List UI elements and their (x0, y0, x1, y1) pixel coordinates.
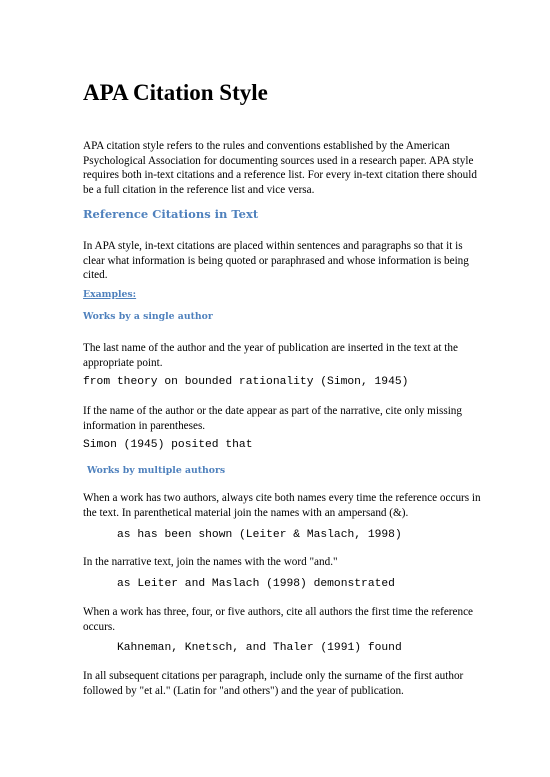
intro-paragraph: APA citation style refers to the rules and conventions established by the American Psychological Association for documenting sources used in a research paper. APA style requires both in-text citations and a reference list. For every in-text citation there should be a full citation in the reference list and vice versa. (83, 140, 477, 196)
multiple-authors-paragraph-2: In the narrative text, join the names with the word "and." (83, 556, 338, 568)
single-author-heading: Works by a single author (83, 311, 213, 322)
examples-label: Examples: (83, 289, 137, 300)
single-author-example-2: Simon (1945) posited that (83, 439, 253, 451)
multiple-authors-example-3: Kahneman, Knetsch, and Thaler (1991) found (117, 642, 402, 654)
multiple-authors-example-1: as has been shown (Leiter & Maslach, 1998) (117, 529, 402, 541)
section-intro-paragraph: In APA style, in-text citations are placed within sentences and paragraphs so that it is clear what information is being quoted or paraphrased and whose information is being cited. (83, 240, 469, 282)
multiple-authors-paragraph-1: When a work has two authors, always cite both names every time the reference occurs in the text. In parenthetical material join the names with an ampersand (&). (83, 492, 481, 519)
section-heading: Reference Citations in Text (83, 207, 259, 221)
single-author-paragraph-2: If the name of the author or the date appear as part of the narrative, cite only missing information in parentheses. (83, 405, 462, 432)
multiple-authors-paragraph-4: In all subsequent citations per paragraph, include only the surname of the first author followed by "et al." (Latin for "and others") and the year of publication. (83, 670, 464, 697)
single-author-example-1: from theory on bounded rationality (Simon, 1945) (83, 376, 409, 388)
single-author-paragraph-1: The last name of the author and the year of publication are inserted in the text at the appropriate point. (83, 342, 458, 369)
multiple-authors-example-2: as Leiter and Maslach (1998) demonstrated (117, 578, 395, 590)
page-title: APA Citation Style (83, 80, 268, 105)
multiple-authors-paragraph-3: When a work has three, four, or five authors, cite all authors the first time the reference occurs. (83, 606, 474, 633)
multiple-authors-heading: Works by multiple authors (87, 465, 226, 476)
